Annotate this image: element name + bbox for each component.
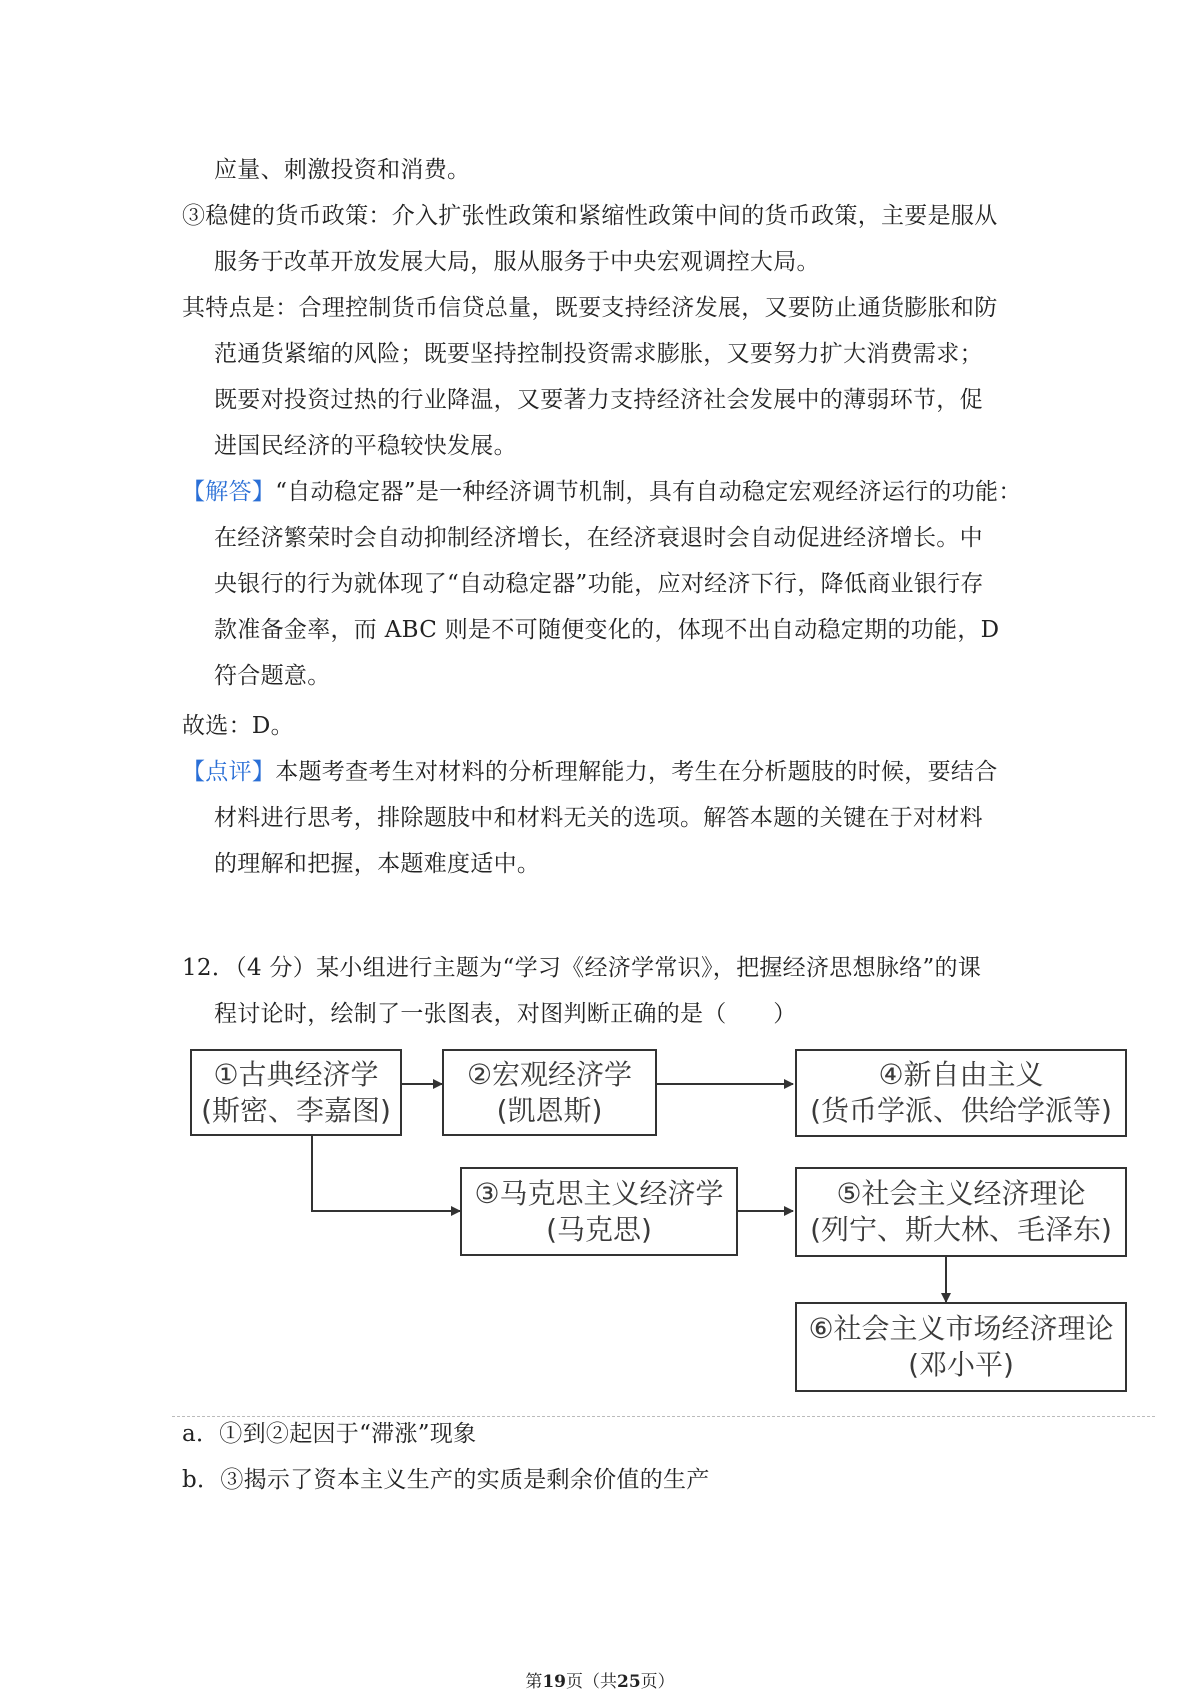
analysis-line: 范通货紧缩的风险；既要坚持控制投资需求膨胀，又要努力扩大消费需求； [214, 341, 983, 367]
option-b: b．③揭示了资本主义生产的实质是剩余价值的生产 [182, 1467, 710, 1493]
question-line: 程讨论时，绘制了一张图表，对图判断正确的是（ ） [214, 1001, 797, 1027]
box-subtitle: (邓小平) [908, 1348, 1014, 1381]
box-title: ④新自由主义 [878, 1058, 1044, 1091]
box-subtitle: (凯恩斯) [496, 1093, 603, 1127]
comment-line: 的理解和把握，本题难度适中。 [214, 851, 541, 877]
answer-line: 符合题意。 [214, 663, 331, 689]
analysis-line: 既要对投资过热的行业降温，又要著力支持经济社会发展中的薄弱环节，促 [214, 387, 983, 413]
box-title: ⑤社会主义经济理论 [836, 1177, 1086, 1210]
comment-first-line [182, 757, 998, 787]
box-title: ②宏观经济学 [466, 1057, 633, 1091]
answer-first-line [182, 477, 1022, 507]
box-macroeconomics [442, 1049, 657, 1136]
footer-prefix: 第 [525, 1672, 543, 1692]
page-footer [0, 1672, 1200, 1692]
box-subtitle: (斯密、李嘉图) [201, 1093, 391, 1127]
box-neoliberalism [795, 1049, 1127, 1137]
box-socialist-market-economy-theory [795, 1302, 1127, 1392]
choice-line: 故选：D。 [182, 713, 294, 739]
box-subtitle: (列宁、斯大林、毛泽东) [810, 1213, 1112, 1246]
comment-text: 本题考查考生对材料的分析理解能力，考生在分析题肢的时候，要结合 [275, 759, 998, 785]
footer-page-number: 19 [542, 1672, 566, 1692]
analysis-line: 应量、刺激投资和消费。 [214, 157, 471, 183]
dashed-divider [172, 1416, 1155, 1417]
box-subtitle: (货币学派、供给学派等) [810, 1094, 1112, 1127]
footer-suffix: 页） [640, 1672, 675, 1692]
question-line: 12．（4 分）某小组进行主题为“学习《经济学常识》，把握经济思想脉络”的课 [182, 955, 982, 981]
answer-line: 款准备金率，而 ABC 则是不可随便变化的，体现不出自动稳定期的功能，D [214, 617, 1000, 643]
box-classical-economics [190, 1049, 402, 1136]
box-marxist-economics [460, 1167, 738, 1256]
analysis-line: ③稳健的货币政策：介入扩张性政策和紧缩性政策中间的货币政策，主要是服从 [182, 203, 998, 229]
box-subtitle: (马克思) [546, 1212, 652, 1246]
box-title: ①古典经济学 [213, 1057, 379, 1091]
answer-text: “自动稳定器”是一种经济调节机制，具有自动稳定宏观经济运行的功能： [275, 479, 1022, 505]
analysis-line: 服务于改革开放发展大局，服从服务于中央宏观调控大局。 [214, 249, 820, 275]
answer-tag: 【解答】 [182, 479, 276, 505]
arrow-1-to-3 [312, 1134, 460, 1211]
answer-line: 在经济繁荣时会自动抑制经济增长，在经济衰退时会自动促进经济增长。中 [214, 525, 983, 551]
footer-total-pages: 25 [617, 1672, 641, 1692]
comment-tag: 【点评】 [182, 759, 276, 785]
box-title: ⑥社会主义市场经济理论 [808, 1312, 1114, 1345]
option-a: a．①到②起因于“滞涨”现象 [182, 1421, 477, 1447]
analysis-line: 进国民经济的平稳较快发展。 [214, 433, 517, 459]
answer-line: 央银行的行为就体现了“自动稳定器”功能，应对经济下行，降低商业银行存 [214, 571, 984, 597]
box-socialist-economic-theory [795, 1167, 1127, 1257]
footer-middle: 页（共 [566, 1672, 617, 1692]
box-title: ③马克思主义经济学 [474, 1176, 724, 1210]
comment-line: 材料进行思考，排除题肢中和材料无关的选项。解答本题的关键在于对材料 [214, 805, 983, 831]
analysis-line: 其特点是：合理控制货币信贷总量，既要支持经济发展，又要防止通货膨胀和防 [182, 295, 998, 321]
